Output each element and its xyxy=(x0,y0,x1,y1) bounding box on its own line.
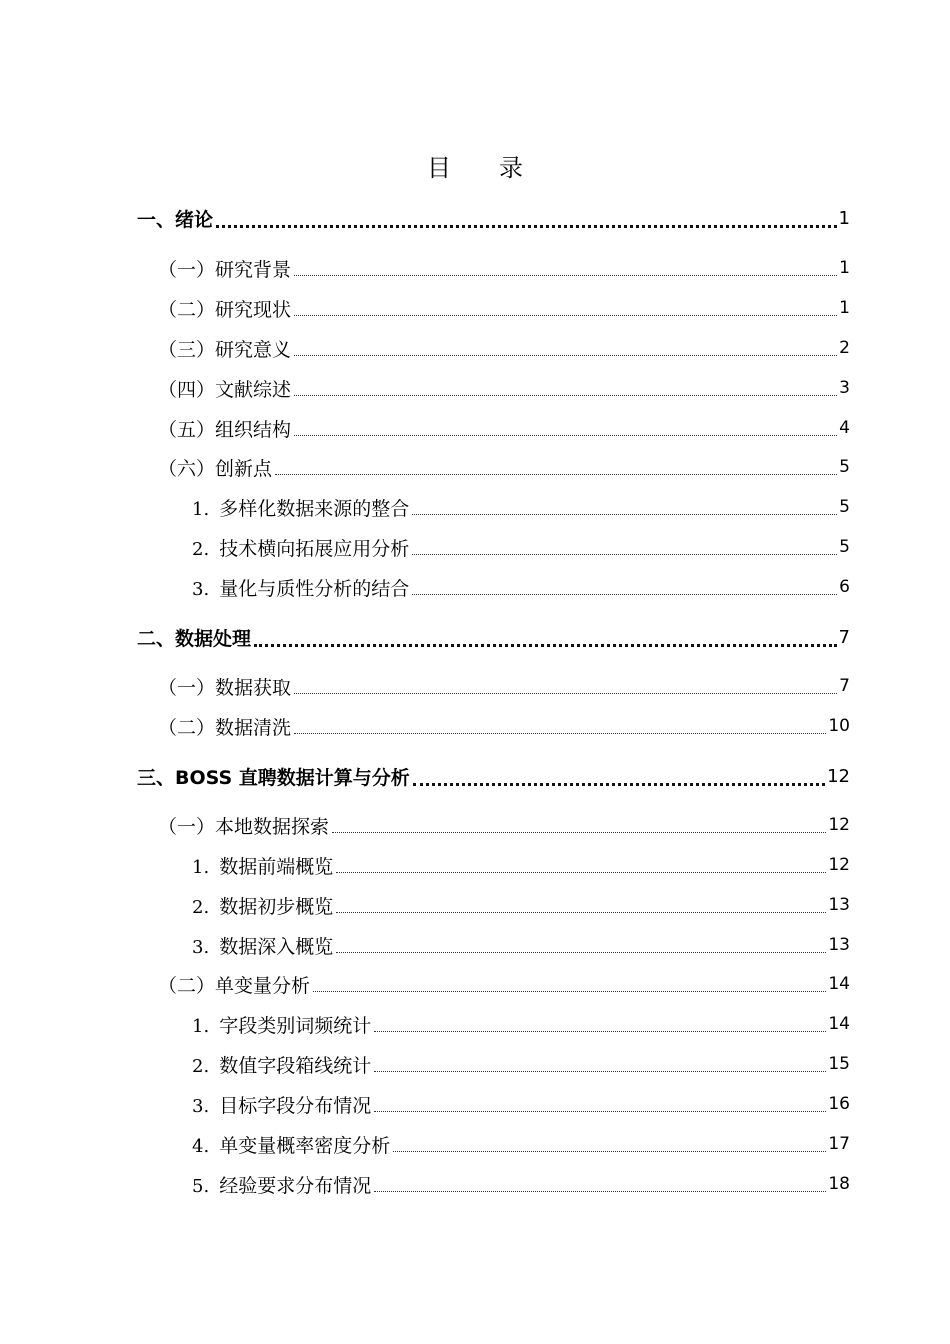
toc-page-number: 12 xyxy=(828,815,850,835)
toc-dot-leader xyxy=(374,1109,826,1112)
toc-entry[interactable] xyxy=(158,413,850,443)
toc-entry-label xyxy=(158,255,291,282)
toc-entry-number: 3. xyxy=(192,936,210,958)
toc-entry-label xyxy=(192,1131,390,1158)
toc-entry-text: 数据初步概览 xyxy=(219,895,334,918)
toc-dot-leader xyxy=(294,353,837,356)
toc-page-number: 13 xyxy=(828,935,850,955)
toc-entry-number: 3. xyxy=(192,1095,210,1117)
toc-entry[interactable] xyxy=(137,622,850,652)
toc-entry-text: 数据前端概览 xyxy=(219,855,334,878)
toc-page-number: 3 xyxy=(839,378,850,398)
toc-dot-leader xyxy=(294,731,826,734)
toc-entry[interactable] xyxy=(158,373,850,403)
toc-entry-text: （一）数据获取 xyxy=(158,676,292,699)
toc-entry-label xyxy=(158,415,291,442)
toc-page-number: 1 xyxy=(839,298,850,318)
toc-entry[interactable] xyxy=(158,452,850,482)
toc-page-number: 5 xyxy=(839,497,850,517)
toc-dot-leader xyxy=(374,1029,826,1032)
toc-dot-leader xyxy=(216,223,837,228)
toc-entry-label xyxy=(158,812,329,839)
toc-entry[interactable] xyxy=(192,930,850,960)
toc-entry[interactable] xyxy=(158,293,850,323)
toc-entry[interactable] xyxy=(192,850,850,880)
toc-entry-text: 字段类别词频统计 xyxy=(219,1014,372,1037)
toc-dot-leader xyxy=(412,552,837,555)
toc-entry-label xyxy=(158,713,291,740)
toc-entry-text: （六）创新点 xyxy=(158,457,273,480)
toc-entry[interactable] xyxy=(158,810,850,840)
toc-dot-leader xyxy=(254,642,837,647)
toc-dot-leader xyxy=(294,273,837,276)
toc-dot-leader xyxy=(336,910,826,913)
toc-entry[interactable] xyxy=(158,671,850,701)
toc-dot-leader xyxy=(294,691,837,694)
toc-dot-leader xyxy=(336,870,826,873)
toc-entry-text: 目标字段分布情况 xyxy=(219,1094,372,1117)
toc-page-number: 14 xyxy=(828,974,850,994)
toc-entry-label xyxy=(158,295,291,322)
toc-dot-leader xyxy=(374,1189,826,1192)
toc-page-number: 18 xyxy=(828,1174,850,1194)
toc-entry-label xyxy=(158,454,272,481)
toc-entry-text: （四）文献综述 xyxy=(158,378,292,401)
toc-title-right: 录 xyxy=(499,154,523,182)
toc-entry-label xyxy=(192,1091,371,1118)
toc-page-number: 15 xyxy=(828,1054,850,1074)
toc-entry-number: 2. xyxy=(192,896,210,918)
toc-entry-label xyxy=(192,892,333,919)
toc-entry-label xyxy=(137,763,410,790)
toc-entry-number: 1. xyxy=(192,856,210,878)
toc-dot-leader xyxy=(313,989,826,992)
toc-entry[interactable] xyxy=(158,969,850,999)
toc-dot-leader xyxy=(374,1069,826,1072)
toc-dot-leader xyxy=(294,313,837,316)
toc-entry-number: 4. xyxy=(192,1135,210,1157)
toc-entry-number: 3. xyxy=(192,578,210,600)
toc-entry-text: 经验要求分布情况 xyxy=(219,1174,372,1197)
toc-entry-label xyxy=(192,932,333,959)
toc-entry-label xyxy=(158,375,291,402)
toc-entry[interactable] xyxy=(192,572,850,602)
toc-dot-leader xyxy=(412,512,837,515)
toc-page-number: 16 xyxy=(828,1094,850,1114)
toc-page-number: 6 xyxy=(839,577,850,597)
toc-entry-text: 二、数据处理 xyxy=(137,627,252,650)
toc-entry[interactable] xyxy=(158,711,850,741)
toc-entry-text: 一、绪论 xyxy=(137,208,214,231)
toc-page-number: 17 xyxy=(828,1134,850,1154)
toc-dot-leader xyxy=(275,472,837,475)
toc-entry[interactable] xyxy=(192,1049,850,1079)
toc-page-number: 1 xyxy=(839,258,850,278)
toc-entry-text: （二）数据清洗 xyxy=(158,716,292,739)
toc-entry-label xyxy=(192,1051,371,1078)
toc-entry[interactable] xyxy=(192,532,850,562)
toc-entry-label xyxy=(192,574,409,601)
toc-page-number: 13 xyxy=(828,895,850,915)
toc-entry-text: 技术横向拓展应用分析 xyxy=(219,537,410,560)
toc-entry[interactable] xyxy=(158,333,850,363)
toc-entry-label xyxy=(158,971,310,998)
toc-page-number: 12 xyxy=(828,855,850,875)
toc-entry-label xyxy=(192,1011,371,1038)
toc-entry-text: （一）本地数据探索 xyxy=(158,815,330,838)
toc-entry-label xyxy=(158,673,291,700)
toc-entry-label xyxy=(137,624,251,651)
toc-entry-label xyxy=(158,335,291,362)
toc-page-number: 1 xyxy=(838,207,850,229)
toc-entry[interactable] xyxy=(192,1009,850,1039)
toc-dot-leader xyxy=(294,433,837,436)
toc-page-number: 12 xyxy=(827,765,850,787)
toc-dot-leader xyxy=(332,830,826,833)
toc-entry[interactable] xyxy=(192,1129,850,1159)
toc-entry-number: 1. xyxy=(192,1015,210,1037)
toc-entry-label xyxy=(137,205,213,232)
toc-dot-leader xyxy=(294,393,837,396)
toc-entry[interactable] xyxy=(192,492,850,522)
toc-page-number: 14 xyxy=(828,1014,850,1034)
toc-entry-number: 1. xyxy=(192,498,210,520)
toc-entry-label xyxy=(192,534,409,561)
toc-entry-text: （二）单变量分析 xyxy=(158,974,311,997)
toc-entry-text: 数值字段箱线统计 xyxy=(219,1054,372,1077)
toc-dot-leader xyxy=(413,781,825,786)
toc-entry-text: （二）研究现状 xyxy=(158,298,292,321)
toc-entry-text: 数据深入概览 xyxy=(219,935,334,958)
toc-entry[interactable] xyxy=(158,253,850,283)
toc-page-number: 7 xyxy=(839,676,850,696)
toc-page-number: 5 xyxy=(839,457,850,477)
toc-entry[interactable] xyxy=(192,1169,850,1199)
toc-entry-number: 2. xyxy=(192,1055,210,1077)
toc-entry[interactable] xyxy=(192,1089,850,1119)
toc-entry[interactable] xyxy=(137,761,850,791)
toc-entry[interactable] xyxy=(137,203,850,233)
toc-entry-label xyxy=(192,1171,371,1198)
toc-page-number: 5 xyxy=(839,537,850,557)
toc-entry-text: 单变量概率密度分析 xyxy=(219,1134,391,1157)
toc-dot-leader xyxy=(393,1149,826,1152)
toc-entry-text: （五）组织结构 xyxy=(158,418,292,441)
toc-entry-label xyxy=(192,852,333,879)
toc-entry-number: 2. xyxy=(192,538,210,560)
toc-page-number: 4 xyxy=(839,418,850,438)
toc-entry-text: （一）研究背景 xyxy=(158,258,292,281)
toc-page-number: 10 xyxy=(828,716,850,736)
toc-entry-number: 5. xyxy=(192,1175,210,1197)
toc-entry[interactable] xyxy=(192,890,850,920)
toc-entry-label xyxy=(192,494,409,521)
toc-dot-leader xyxy=(336,950,826,953)
toc-entry-text: （三）研究意义 xyxy=(158,338,292,361)
toc-page-number: 2 xyxy=(839,338,850,358)
toc-page-number: 7 xyxy=(838,626,850,648)
toc-title-left: 目 xyxy=(427,154,451,182)
toc-entry-text: 三、BOSS 直聘数据计算与分析 xyxy=(137,766,410,789)
toc-dot-leader xyxy=(412,592,837,595)
toc-entry-text: 量化与质性分析的结合 xyxy=(219,577,410,600)
toc-entry-text: 多样化数据来源的整合 xyxy=(219,497,410,520)
